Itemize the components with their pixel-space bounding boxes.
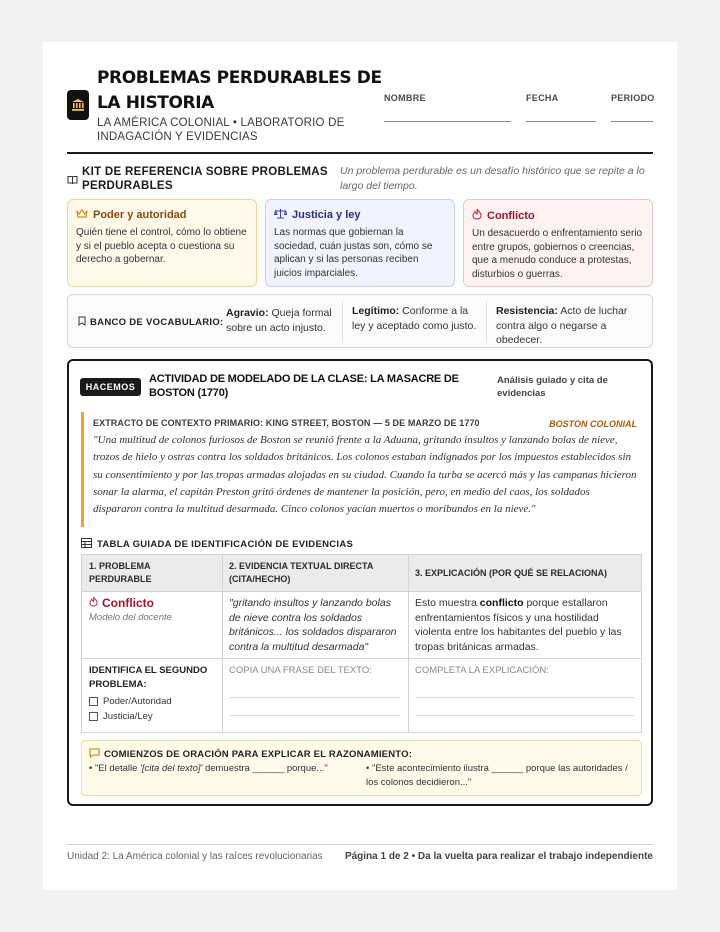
activity-mode: Análisis guiado y cita de evidencias xyxy=(497,375,608,399)
card-body: Un desacuerdo o enfrentamiento serio entre grupos, gobiernos o creencias, que a menudo conduce a protestas, disturbios o guerras. xyxy=(472,228,643,280)
card-conflict xyxy=(463,199,653,287)
crown-icon xyxy=(76,208,88,222)
vocabulary-bank xyxy=(67,294,653,348)
write-line-quote-1[interactable] xyxy=(230,697,400,698)
primary-excerpt xyxy=(81,412,641,527)
table-title xyxy=(81,538,353,551)
card-title: Justicia y ley xyxy=(292,209,361,221)
flame-icon xyxy=(89,596,98,610)
term-name: Resistencia: xyxy=(496,305,558,317)
header-divider xyxy=(67,152,653,154)
footer-page-info: Página 1 de 2 • Da la vuelta para realizar el trabajo independiente xyxy=(344,851,653,862)
term-name: Agravio: xyxy=(226,307,269,319)
activity-badge: HACEMOS xyxy=(80,378,141,396)
divider xyxy=(486,301,487,343)
column-header: 2. EVIDENCIA TEXTUAL DIRECTA (CITA/HECHO) xyxy=(222,555,408,592)
page-subtitle: LA AMÉRICA COLONIAL • LABORATORIO DE INDAGACIÓN Y EVIDENCIAS xyxy=(97,117,345,143)
column-header: 1. PROBLEMA PERDURABLE xyxy=(82,555,222,592)
activity-box xyxy=(67,359,653,806)
option-label: Poder/Autoridad xyxy=(103,696,172,707)
term-name: Legítimo: xyxy=(352,305,400,317)
model-quote-cell: "gritando insultos y lanzando bolas de nieve contra los soldados británicos... los soldados dispararon contra la multitud desarmada" xyxy=(229,597,397,653)
checkbox[interactable] xyxy=(89,712,98,721)
write-line-expl-1[interactable] xyxy=(416,697,634,698)
expl-text: Esto muestra xyxy=(415,597,480,609)
period-field[interactable] xyxy=(611,121,653,122)
divider xyxy=(82,658,641,659)
card-title: Poder y autoridad xyxy=(93,209,187,221)
footer-unit: Unidad 2: La América colonial y las raíces revolucionarias xyxy=(67,851,323,862)
starter-2: • "Este acontecimiento ilustra ______ porque las autoridades / los colonos decidieron..." xyxy=(366,763,628,788)
expl-text: porque estallaron enfrentamientos físicos y una hostilidad violenta entre los habitantes del pueblo y las tropas británicas armadas. xyxy=(415,597,622,653)
kit-title: KIT DE REFERENCIA SOBRE PROBLEMAS PERDURABLES xyxy=(82,166,328,192)
starters-title-text: COMIENZOS DE ORACIÓN PARA EXPLICAR EL RAZONAMIENTO: xyxy=(104,749,413,760)
name-field[interactable] xyxy=(384,121,511,122)
starter-text: • "El detalle xyxy=(89,763,141,774)
book-icon xyxy=(67,172,78,190)
excerpt-text: "Una multitud de colonos furiosos de Boston se reunió frente a la Aduana, gritando insultos y lanzando bolas de nieve, trozos de hielo y ostras contra los soldados británicos. Los colonos estaban indignados por los impuestos establecidos sin su consentimiento y por las tropas armadas alojadas en su ciudad. Cuando la turba se acercó más y las campanas hicieron sonar la alarma, el capitán Preston gritó órdenes de mantener la posición, pero, en medio del caos, los soldados dispararon contra la multitud desarmada. Cinco colonos yacían muertos o moribundos en la nieve." xyxy=(93,434,637,516)
explanation-placeholder: COMPLETA LA EXPLICACIÓN: xyxy=(415,665,549,676)
excerpt-heading: EXTRACTO DE CONTEXTO PRIMARIO: KING STREET, BOSTON — 5 DE MARZO DE 1770 xyxy=(93,418,480,428)
option-justice-law[interactable] xyxy=(89,711,215,722)
identify-label: IDENTIFICA EL SEGUNDO PROBLEMA: xyxy=(89,665,208,690)
scales-icon xyxy=(274,208,287,222)
checkbox[interactable] xyxy=(89,697,98,706)
quote-placeholder: COPIA UNA FRASE DEL TEXTO: xyxy=(229,665,372,676)
vocab-term-legitimo xyxy=(352,304,480,333)
bookmark-icon xyxy=(78,316,86,329)
table-title-text: TABLA GUIADA DE IDENTIFICACIÓN DE EVIDENCIAS xyxy=(97,539,354,550)
page-title: PROBLEMAS PERDURABLES DE LA HISTORIA xyxy=(97,68,382,113)
table-icon xyxy=(81,538,92,551)
flame-icon xyxy=(472,208,482,223)
model-explanation-cell xyxy=(408,596,641,654)
model-problem-cell xyxy=(82,596,222,623)
evidence-table xyxy=(81,554,642,733)
vocab-term-resistencia xyxy=(496,304,634,348)
kit-definition: Un problema perdurable es un desafío histórico que se repite a lo largo del tiempo. xyxy=(340,165,645,192)
student-problem-cell xyxy=(82,664,222,722)
activity-title: ACTIVIDAD DE MODELADO DE LA CLASE: LA MASACRE DE BOSTON (1770) xyxy=(149,373,459,399)
starters-title xyxy=(89,748,412,761)
date-label: FECHA xyxy=(526,93,559,103)
vocab-term-agravio xyxy=(226,306,338,335)
vocab-label xyxy=(78,316,224,329)
model-note: Modelo del docente xyxy=(89,612,172,623)
term-definition: Conforme a la ley y aceptado como justo. xyxy=(352,305,477,332)
write-line-quote-2[interactable] xyxy=(230,715,400,716)
card-power-authority xyxy=(67,199,257,287)
speech-bubble-icon xyxy=(89,748,100,761)
date-field[interactable] xyxy=(526,121,596,122)
period-label: PERIODO xyxy=(611,93,655,103)
expl-keyword: conflicto xyxy=(479,597,524,609)
worksheet-page xyxy=(43,42,677,890)
vocab-label-text: BANCO DE VOCABULARIO: xyxy=(90,317,224,328)
term-definition: Queja formal sobre un acto injusto. xyxy=(226,307,332,334)
starter-placeholder: '[cita del texto]' xyxy=(140,763,203,774)
term-definition: Acto de luchar contra algo o negarse a obedecer. xyxy=(496,305,628,346)
option-power-authority[interactable] xyxy=(89,696,215,707)
name-label: NOMBRE xyxy=(384,93,426,103)
card-body: Quién tiene el control, cómo lo obtiene y si el pueblo acepta o cuestiona su derecho a gobernar. xyxy=(76,227,247,265)
excerpt-tag: BOSTON COLONIAL xyxy=(549,419,637,429)
option-label: Justicia/Ley xyxy=(103,711,153,722)
problem-name: Conflicto xyxy=(102,596,154,610)
starter-text: demuestra ______ porque..." xyxy=(202,763,328,774)
divider xyxy=(342,301,343,343)
column-header: 3. EXPLICACIÓN (POR QUÉ SE RELACIONA) xyxy=(408,555,641,592)
problem-label xyxy=(89,596,215,610)
starter-1 xyxy=(89,762,349,776)
card-body: Las normas que gobiernan la sociedad, cuán justas son, cómo se aplican y si las personas reciben juicios imparciales. xyxy=(274,227,433,279)
sentence-starters xyxy=(81,740,642,796)
card-justice-law xyxy=(265,199,455,287)
institution-icon xyxy=(67,90,89,120)
card-title: Conflicto xyxy=(487,209,535,222)
write-line-expl-2[interactable] xyxy=(416,715,634,716)
footer-divider xyxy=(67,844,653,845)
